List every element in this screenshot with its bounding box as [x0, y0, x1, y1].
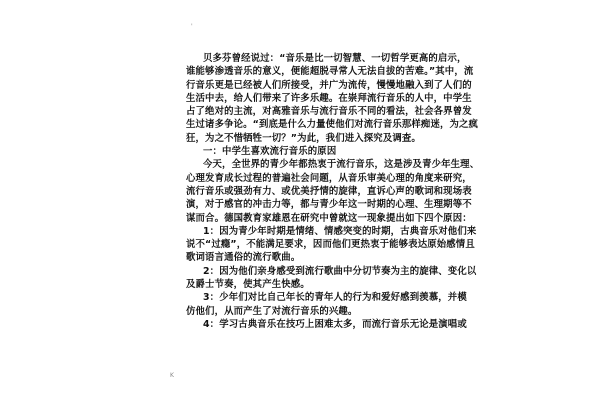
text-line: 占了绝对的主流，对高雅音乐与流行音乐不同的看法，社会各界曾发: [186, 106, 472, 118]
text-line: 贝多芬曾经说过：“音乐是比一切智慧、一切哲学更高的启示，: [203, 53, 467, 64]
text-line: 歌词语言通俗的流行歌曲。: [186, 252, 301, 264]
text-line: 谋而合。德国教育家雄恩在研究中曾就这一现象提出如下四个原因：: [186, 212, 472, 224]
text-line: 3：少年们对比自己年长的青年人的行为和爱好感到羡慕，并模: [203, 292, 467, 304]
text-line: 今天，全世界的青少年都热衷于流行音乐，这是涉及青少年生理、: [203, 159, 480, 171]
text-line: 演，对于感官的冲击力等，都与青少年这一时期的心理、生理期等不: [186, 199, 472, 211]
text-line: 心理发育成长过程的普遍社会问题，从音乐审美心理的角度来研究，: [186, 172, 472, 184]
text-line: 仿他们，从而产生了对流行音乐的兴趣。: [186, 305, 358, 317]
text-line: 及爵士节奏，使其产生快感。: [186, 279, 310, 291]
text-line: 说不“过瘾”，不能满足要求，因而他们更热衷于能够表达原始感情且: [186, 239, 475, 251]
text-line: 一：中学生喜欢流行音乐的原因: [203, 146, 337, 158]
text-line: 流行音乐或强劲有力、或优美抒情的旋律，直诉心声的歌词和现场表: [186, 185, 472, 197]
text-line: 行音乐更是已经被人们所接受，并广为流传，慢慢地融入到了人们的: [186, 79, 472, 91]
text-line: 1：因为青少年时期是情绪、情感突变的时期，古典音乐对他们来: [203, 225, 477, 237]
text-line: 生过诸多争论。“到底是什么力量使他们对流行音乐那样痴迷，为之疯: [186, 119, 479, 131]
text-line: 谁能够渗透音乐的意义，便能超脱寻常人无法自拔的苦难。”其中，流: [186, 66, 474, 78]
text-line: 4：学习古典音乐在技巧上困难太多，而流行音乐无论是演唱或: [203, 318, 467, 330]
document-body: [186, 52, 480, 331]
page-mark-bottom: K: [170, 372, 174, 379]
text-line: 2：因为他们亲身感受到流行歌曲中分切节奏为主的旋律、变化以: [203, 265, 477, 277]
page-mark-top: ': [191, 23, 193, 30]
text-line: 狂，为之不惜牺牲一切？”为此，我们进入探究及调查。: [186, 132, 421, 144]
text-line: 生活中去，给人们带来了许多乐趣。在崇拜流行音乐的人中，中学生: [186, 92, 472, 104]
